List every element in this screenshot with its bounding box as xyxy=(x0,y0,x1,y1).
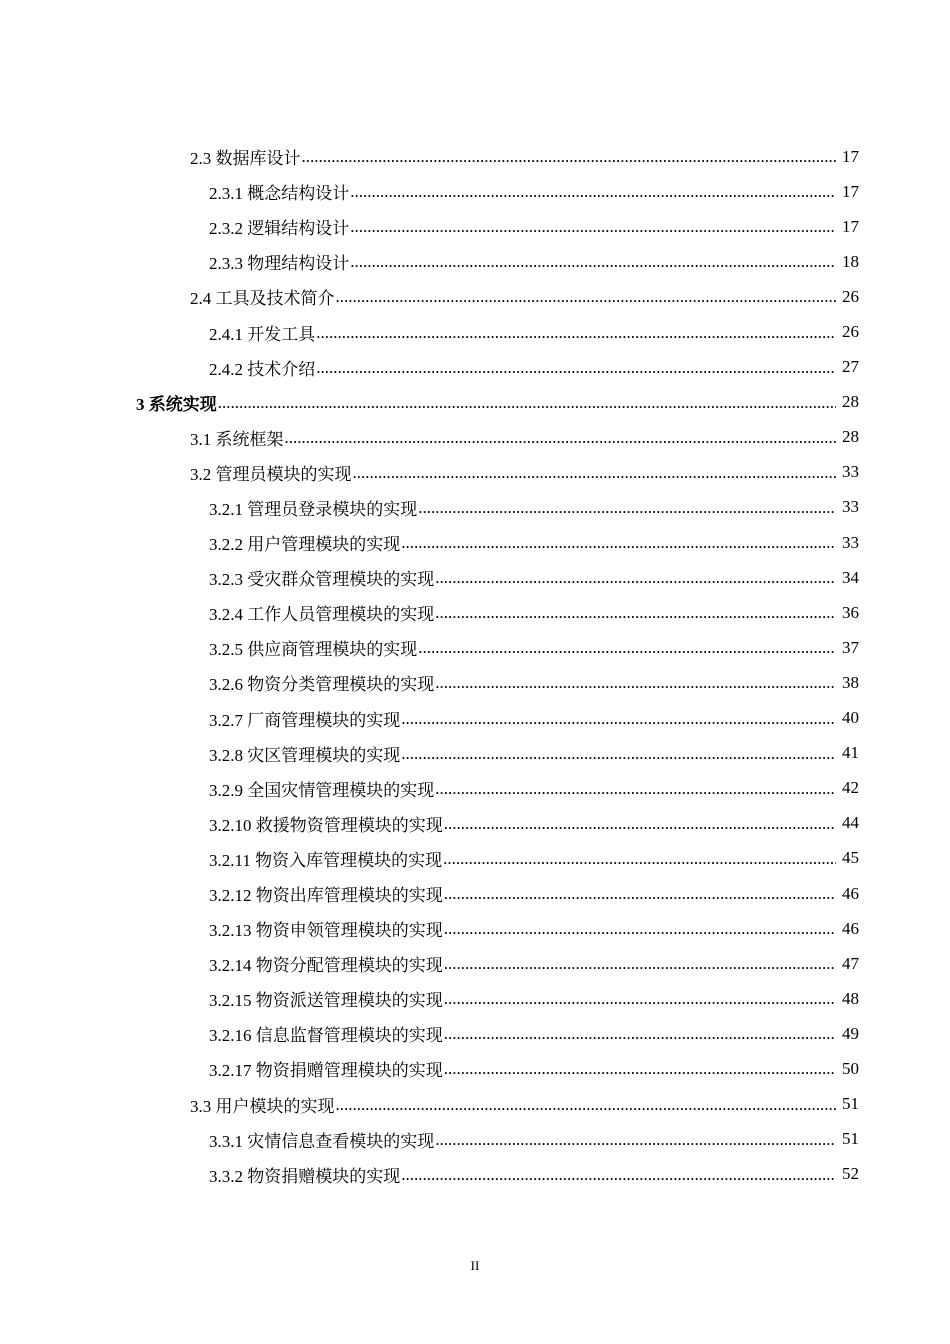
toc-entry-label: 3.2.15 物资派送管理模块的实现 xyxy=(209,986,444,1011)
toc-entry[interactable] xyxy=(0,139,950,174)
toc-leader-dots xyxy=(316,315,836,350)
toc-entry[interactable] xyxy=(0,279,950,314)
toc-entry-label: 3.2.6 物资分类管理模块的实现 xyxy=(209,670,435,695)
toc-leader-dots xyxy=(444,1051,836,1086)
toc-entry[interactable] xyxy=(0,1157,950,1192)
toc-entry-page: 33 xyxy=(836,462,859,482)
toc-entry-page: 28 xyxy=(836,427,859,447)
toc-leader-dots xyxy=(444,806,836,841)
toc-entry[interactable] xyxy=(0,771,950,806)
toc-entry[interactable] xyxy=(0,630,950,665)
toc-entry-page: 38 xyxy=(836,673,859,693)
toc-entry-page: 28 xyxy=(836,392,859,412)
toc-entry-label: 3.2 管理员模块的实现 xyxy=(190,460,353,485)
toc-leader-dots xyxy=(401,701,836,736)
toc-leader-dots xyxy=(336,279,837,314)
toc-entry[interactable] xyxy=(0,350,950,385)
table-of-contents xyxy=(0,139,950,1192)
toc-leader-dots xyxy=(336,1087,837,1122)
toc-leader-dots xyxy=(435,1122,836,1157)
toc-entry[interactable] xyxy=(0,701,950,736)
toc-entry-label: 3.3.1 灾情信息查看模块的实现 xyxy=(209,1127,435,1152)
toc-entry[interactable] xyxy=(0,981,950,1016)
toc-entry-page: 48 xyxy=(836,989,859,1009)
toc-entry-label: 3.3.2 物资捐赠模块的实现 xyxy=(209,1162,401,1187)
toc-entry-label: 3.2.12 物资出库管理模块的实现 xyxy=(209,881,444,906)
toc-entry[interactable] xyxy=(0,525,950,560)
toc-entry-page: 36 xyxy=(836,603,859,623)
toc-entry-page: 18 xyxy=(836,252,859,272)
toc-entry-page: 17 xyxy=(836,217,859,237)
toc-entry[interactable] xyxy=(0,490,950,525)
toc-leader-dots xyxy=(350,209,836,244)
toc-entry-label: 2.4 工具及技术简介 xyxy=(190,284,336,309)
toc-leader-dots xyxy=(443,841,836,876)
toc-entry-page: 47 xyxy=(836,954,859,974)
toc-entry[interactable] xyxy=(0,314,950,349)
toc-entry-label: 3.2.8 灾区管理模块的实现 xyxy=(209,741,401,766)
toc-entry[interactable] xyxy=(0,1016,950,1051)
toc-entry[interactable] xyxy=(0,1051,950,1086)
toc-entry-label: 3.2.5 供应商管理模块的实现 xyxy=(209,635,418,660)
toc-leader-dots xyxy=(418,490,836,525)
toc-leader-dots xyxy=(444,876,836,911)
toc-entry[interactable] xyxy=(0,244,950,279)
toc-entry-page: 33 xyxy=(836,533,859,553)
toc-leader-dots xyxy=(302,139,837,174)
toc-entry-page: 45 xyxy=(836,848,859,868)
toc-entry-label: 3.2.17 物资捐赠管理模块的实现 xyxy=(209,1056,444,1081)
toc-entry-page: 46 xyxy=(836,884,859,904)
toc-entry-label: 3.2.4 工作人员管理模块的实现 xyxy=(209,600,435,625)
toc-leader-dots xyxy=(316,350,836,385)
toc-leader-dots xyxy=(401,1157,836,1192)
toc-entry-label: 2.3.2 逻辑结构设计 xyxy=(209,214,350,239)
toc-entry-page: 17 xyxy=(836,147,859,167)
toc-entry-page: 26 xyxy=(836,322,859,342)
toc-entry[interactable] xyxy=(0,595,950,630)
toc-entry-label: 3.3 用户模块的实现 xyxy=(190,1092,336,1117)
toc-entry-page: 42 xyxy=(836,778,859,798)
toc-entry-page: 44 xyxy=(836,813,859,833)
toc-entry-label: 3.1 系统框架 xyxy=(190,425,285,450)
toc-entry-label: 3.2.16 信息监督管理模块的实现 xyxy=(209,1021,444,1046)
toc-entry-label: 3.2.9 全国灾情管理模块的实现 xyxy=(209,776,435,801)
toc-leader-dots xyxy=(285,420,837,455)
toc-leader-dots xyxy=(350,244,836,279)
toc-entry-page: 41 xyxy=(836,743,859,763)
toc-entry[interactable] xyxy=(0,209,950,244)
toc-entry-page: 17 xyxy=(836,182,859,202)
toc-entry[interactable] xyxy=(0,1087,950,1122)
toc-entry-label: 3.2.10 救援物资管理模块的实现 xyxy=(209,811,444,836)
toc-leader-dots xyxy=(435,771,836,806)
toc-leader-dots xyxy=(401,525,836,560)
toc-leader-dots xyxy=(435,560,836,595)
toc-leader-dots xyxy=(350,174,836,209)
toc-leader-dots xyxy=(401,736,836,771)
toc-entry-page: 33 xyxy=(836,497,859,517)
toc-entry-label: 3.2.7 厂商管理模块的实现 xyxy=(209,706,401,731)
toc-entry-page: 37 xyxy=(836,638,859,658)
toc-entry-page: 51 xyxy=(836,1129,859,1149)
toc-entry[interactable] xyxy=(0,560,950,595)
toc-entry-label: 3.2.2 用户管理模块的实现 xyxy=(209,530,401,555)
toc-leader-dots xyxy=(218,385,836,420)
toc-leader-dots xyxy=(353,455,837,490)
toc-leader-dots xyxy=(444,946,836,981)
toc-entry[interactable] xyxy=(0,911,950,946)
toc-leader-dots xyxy=(444,1016,836,1051)
toc-entry[interactable] xyxy=(0,665,950,700)
toc-entry[interactable] xyxy=(0,841,950,876)
toc-entry[interactable] xyxy=(0,1122,950,1157)
toc-entry[interactable] xyxy=(0,806,950,841)
toc-entry-page: 26 xyxy=(836,287,859,307)
toc-leader-dots xyxy=(418,630,836,665)
toc-entry-page: 52 xyxy=(836,1164,859,1184)
toc-entry-label: 3.2.13 物资申领管理模块的实现 xyxy=(209,916,444,941)
toc-entry-page: 49 xyxy=(836,1024,859,1044)
toc-entry-page: 27 xyxy=(836,357,859,377)
toc-entry-label: 2.3.3 物理结构设计 xyxy=(209,249,350,274)
page-number: II xyxy=(470,1258,480,1273)
toc-entry-label: 3.2.3 受灾群众管理模块的实现 xyxy=(209,565,435,590)
toc-entry-page: 51 xyxy=(836,1094,859,1114)
toc-entry-page: 40 xyxy=(836,708,859,728)
toc-entry[interactable] xyxy=(0,876,950,911)
toc-entry[interactable] xyxy=(0,420,950,455)
toc-entry-page: 46 xyxy=(836,919,859,939)
toc-entry-label: 2.3 数据库设计 xyxy=(190,144,302,169)
toc-leader-dots xyxy=(435,665,836,700)
toc-entry[interactable] xyxy=(0,385,950,420)
toc-entry[interactable] xyxy=(0,455,950,490)
toc-entry[interactable] xyxy=(0,174,950,209)
toc-entry-label: 3.2.14 物资分配管理模块的实现 xyxy=(209,951,444,976)
toc-entry-page: 34 xyxy=(836,568,859,588)
toc-entry-page: 50 xyxy=(836,1059,859,1079)
toc-entry-label: 3 系统实现 xyxy=(136,390,218,415)
toc-entry-label: 3.2.1 管理员登录模块的实现 xyxy=(209,495,418,520)
toc-entry-label: 2.4.1 开发工具 xyxy=(209,320,316,345)
toc-entry[interactable] xyxy=(0,736,950,771)
toc-leader-dots xyxy=(435,595,836,630)
toc-entry-label: 2.3.1 概念结构设计 xyxy=(209,179,350,204)
toc-entry-label: 3.2.11 物资入库管理模块的实现 xyxy=(209,846,443,871)
toc-leader-dots xyxy=(444,981,836,1016)
toc-leader-dots xyxy=(444,911,836,946)
toc-entry[interactable] xyxy=(0,946,950,981)
toc-entry-label: 2.4.2 技术介绍 xyxy=(209,355,316,380)
